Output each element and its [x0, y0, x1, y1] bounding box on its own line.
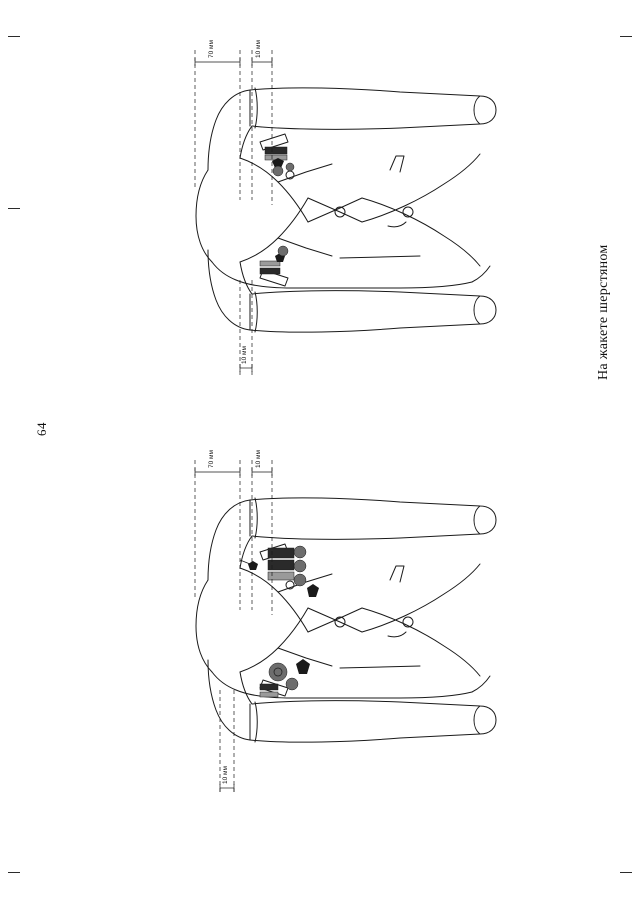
figure-caption: На жакете шерстяном	[596, 244, 611, 380]
badge-group-upper-right	[265, 147, 294, 176]
dimension-label: 70 мм	[208, 450, 215, 468]
crop-mark-bottom-left	[8, 872, 20, 873]
crop-mark-top-right	[620, 36, 632, 37]
dimension-label: 10 мм	[222, 766, 229, 784]
dimension-lines-lower	[195, 449, 272, 795]
badge-group-lower-stars	[260, 659, 310, 697]
crop-mark-left-mid	[8, 208, 20, 209]
crop-mark-bottom-right	[620, 872, 632, 873]
dimension-lines-upper	[195, 39, 272, 375]
page-number: 64	[34, 422, 49, 436]
jacket-diagram-lower	[100, 440, 520, 810]
dimension-label: 70 мм	[208, 40, 215, 58]
dimension-label: 10 мм	[255, 40, 262, 58]
crop-mark-top-left	[8, 36, 20, 37]
dimension-label: 10 мм	[241, 346, 248, 364]
jacket-diagram-upper	[100, 30, 520, 390]
dimension-label: 10 мм	[255, 450, 262, 468]
